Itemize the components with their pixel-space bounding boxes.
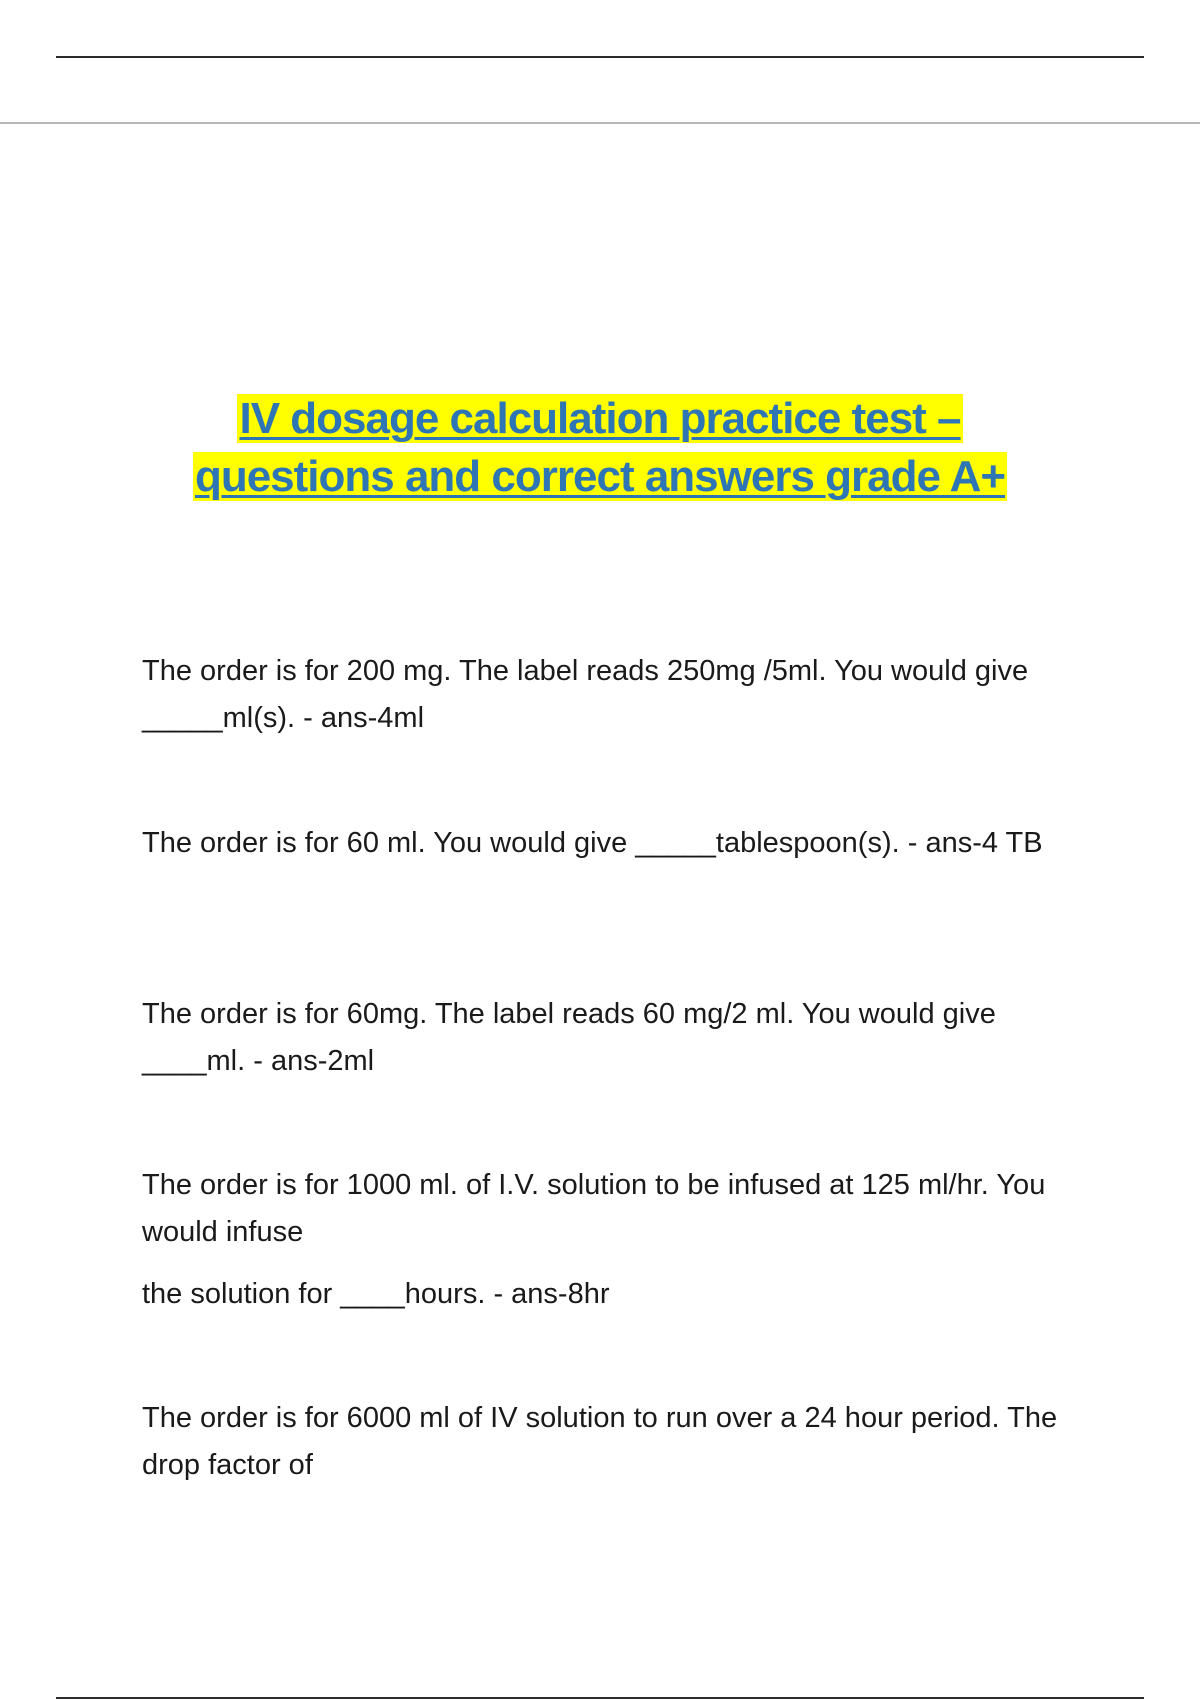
- footer-rule: [56, 1697, 1144, 1699]
- question-answer-2: The order is for 60 ml. You would give _____tablespoon(s). - ans-4 TB: [142, 827, 1043, 859]
- title-line-1: IV dosage calculation practice test –: [239, 394, 961, 443]
- question-answer-4: The order is for 1000 ml. of I.V. solution to be infused at 125 ml/hr. You would infuse: [142, 1169, 1046, 1248]
- document-title: [0, 390, 1200, 506]
- question-answer-3: The order is for 60mg. The label reads 60 mg/2 ml. You would give ____ml. - ans-2ml: [142, 998, 996, 1077]
- page-separator: [0, 122, 1200, 124]
- question-answer-1: The order is for 200 mg. The label reads 250mg /5ml. You would give _____ml(s). - ans-4ml: [142, 655, 1029, 734]
- question-answer-5: The order is for 6000 ml of IV solution to run over a 24 hour period. The drop factor of: [142, 1402, 1058, 1481]
- title-line-2: questions and correct answers grade A+: [194, 452, 1006, 501]
- header-rule: [56, 56, 1144, 58]
- question-answer-4-continued: the solution for ____hours. - ans-8hr: [142, 1278, 610, 1310]
